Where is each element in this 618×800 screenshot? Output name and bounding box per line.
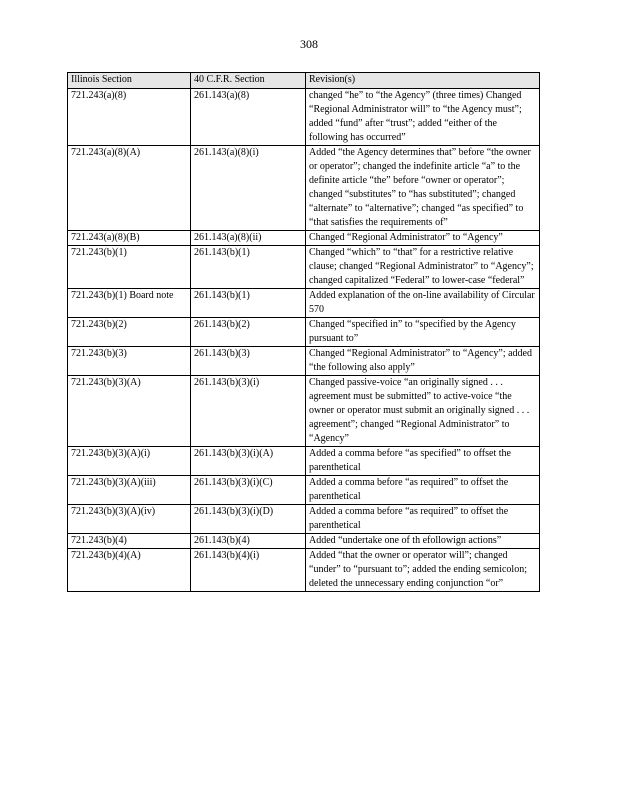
illinois-section-cell: 721.243(b)(1) Board note xyxy=(68,289,191,318)
table-row xyxy=(68,289,540,318)
table-row xyxy=(68,246,540,289)
revision-cell: Added a comma before “as required” to offset the parenthetical xyxy=(306,505,540,534)
revisions-table xyxy=(67,72,540,592)
table-row xyxy=(68,347,540,376)
illinois-section-cell: 721.243(b)(4)(A) xyxy=(68,549,191,592)
revision-cell: Added “that the owner or operator will”; changed “under” to “pursuant to”; added the ending semicolon; deleted the unnecessary ending conjunction “or” xyxy=(306,549,540,592)
header-cfr-section: 40 C.F.R. Section xyxy=(191,73,306,89)
table-row xyxy=(68,447,540,476)
cfr-section-cell: 261.143(b)(3) xyxy=(191,347,306,376)
revision-cell: Added a comma before “as specified” to offset the parenthetical xyxy=(306,447,540,476)
cfr-section-cell: 261.143(a)(8)(i) xyxy=(191,146,306,231)
revision-cell: Changed “Regional Administrator” to “Agency” xyxy=(306,231,540,246)
table-row xyxy=(68,89,540,146)
illinois-section-cell: 721.243(b)(1) xyxy=(68,246,191,289)
revision-cell: Added “undertake one of th efollowign actions” xyxy=(306,534,540,549)
table-row xyxy=(68,231,540,246)
revision-cell: changed “he” to “the Agency” (three times) Changed “Regional Administrator will” to “the Agency must”; added “fund” after “trust”; added “either of the following has occurred” xyxy=(306,89,540,146)
illinois-section-cell: 721.243(b)(2) xyxy=(68,318,191,347)
illinois-section-cell: 721.243(b)(4) xyxy=(68,534,191,549)
illinois-section-cell: 721.243(b)(3)(A)(iii) xyxy=(68,476,191,505)
cfr-section-cell: 261.143(b)(1) xyxy=(191,289,306,318)
cfr-section-cell: 261.143(b)(2) xyxy=(191,318,306,347)
cfr-section-cell: 261.143(b)(4)(i) xyxy=(191,549,306,592)
revision-cell: Changed passive-voice “an originally signed . . . agreement must be submitted” to active-voice “the owner or operator must submit an originally signed . . . agreement”; changed “Regional Administrator” to “Agency” xyxy=(306,376,540,447)
revision-cell: Changed “which” to “that” for a restrictive relative clause; changed “Regional Administrator” to “Agency”; changed capitalized “Federal” to lower-case “federal” xyxy=(306,246,540,289)
illinois-section-cell: 721.243(b)(3) xyxy=(68,347,191,376)
header-illinois-section: Illinois Section xyxy=(68,73,191,89)
cfr-section-cell: 261.143(b)(1) xyxy=(191,246,306,289)
table-row xyxy=(68,376,540,447)
cfr-section-cell: 261.143(b)(3)(i) xyxy=(191,376,306,447)
table-header-row xyxy=(68,73,540,89)
illinois-section-cell: 721.243(b)(3)(A)(iv) xyxy=(68,505,191,534)
page-number: 308 xyxy=(300,37,318,51)
cfr-section-cell: 261.143(b)(3)(i)(A) xyxy=(191,447,306,476)
cfr-section-cell: 261.143(b)(4) xyxy=(191,534,306,549)
cfr-section-cell: 261.143(b)(3)(i)(D) xyxy=(191,505,306,534)
table-row xyxy=(68,318,540,347)
illinois-section-cell: 721.243(a)(8) xyxy=(68,89,191,146)
revision-cell: Added a comma before “as required” to offset the parenthetical xyxy=(306,476,540,505)
illinois-section-cell: 721.243(b)(3)(A)(i) xyxy=(68,447,191,476)
revision-cell: Added explanation of the on-line availability of Circular 570 xyxy=(306,289,540,318)
table-row xyxy=(68,476,540,505)
illinois-section-cell: 721.243(a)(8)(B) xyxy=(68,231,191,246)
revision-cell: Changed “Regional Administrator” to “Agency”; added “the following also apply” xyxy=(306,347,540,376)
illinois-section-cell: 721.243(b)(3)(A) xyxy=(68,376,191,447)
table-row xyxy=(68,549,540,592)
cfr-section-cell: 261.143(a)(8)(ii) xyxy=(191,231,306,246)
illinois-section-cell: 721.243(a)(8)(A) xyxy=(68,146,191,231)
table-row xyxy=(68,505,540,534)
table-row xyxy=(68,146,540,231)
cfr-section-cell: 261.143(a)(8) xyxy=(191,89,306,146)
header-revisions: Revision(s) xyxy=(306,73,540,89)
revision-cell: Added “the Agency determines that” before “the owner or operator”; changed the indefinite article “a” to the definite article “the” before “owner or operator”; changed “substitutes” to “has substituted”; changed “alternate” to “alternative”; changed “as specified” to “that satisfies the requirements of” xyxy=(306,146,540,231)
table-row xyxy=(68,534,540,549)
cfr-section-cell: 261.143(b)(3)(i)(C) xyxy=(191,476,306,505)
revision-cell: Changed “specified in” to “specified by the Agency pursuant to” xyxy=(306,318,540,347)
